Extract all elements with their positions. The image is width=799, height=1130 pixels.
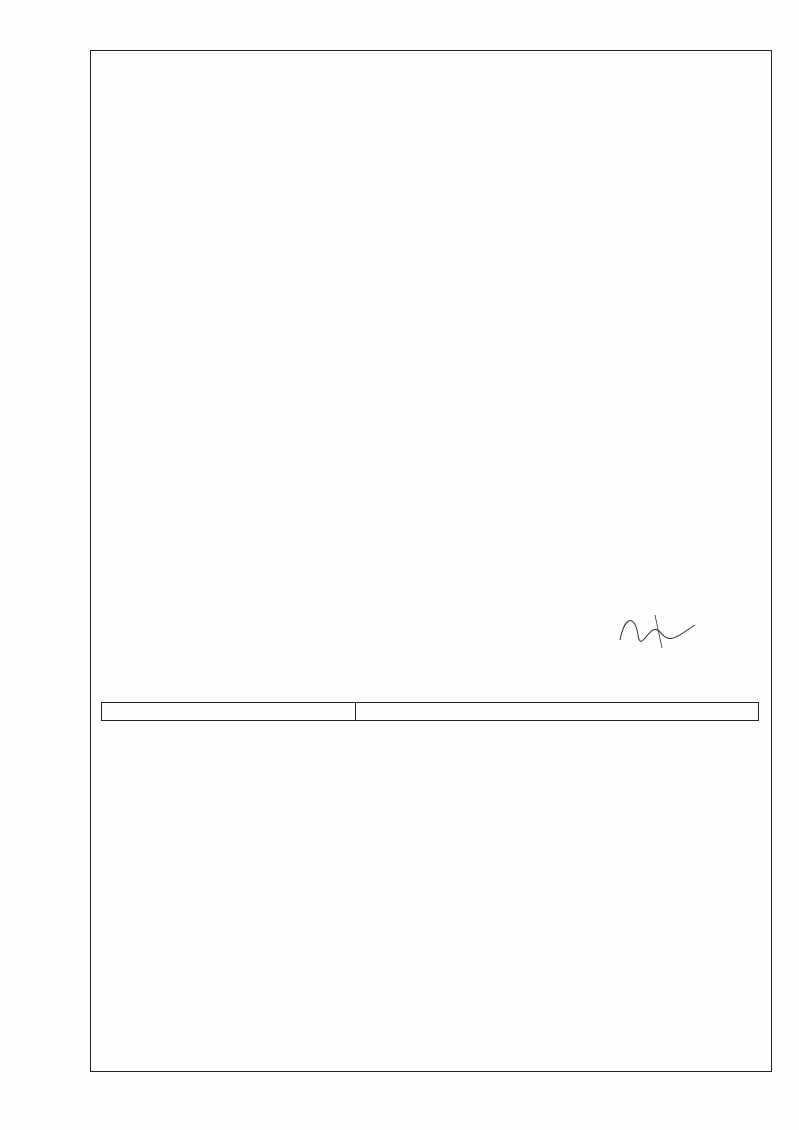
dosage-table <box>101 702 759 721</box>
header-indication <box>102 703 356 721</box>
header-dose <box>356 703 759 721</box>
page-border <box>90 50 772 1072</box>
document-body <box>98 56 762 59</box>
handwritten-signature <box>600 610 710 650</box>
table-header-row <box>102 703 759 721</box>
